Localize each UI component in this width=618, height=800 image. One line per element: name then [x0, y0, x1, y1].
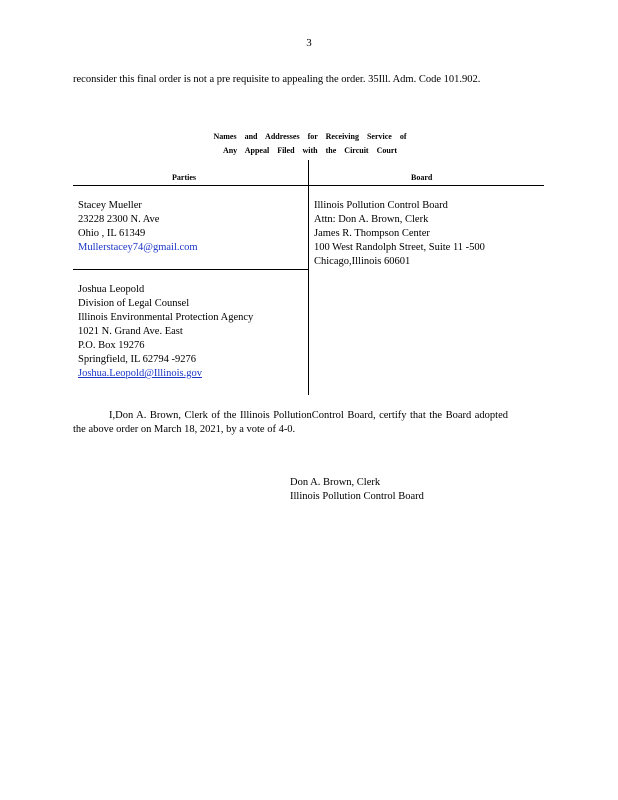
table-column-divider [308, 160, 309, 395]
signature-org: Illinois Pollution Control Board [290, 491, 424, 502]
party-joshua-leopold [78, 283, 253, 381]
table-party-separator [73, 269, 308, 270]
party2-line5: Springfield, IL 62794 -9276 [78, 354, 197, 365]
board-line4: 100 West Randolph Street, Suite 11 -500 [314, 242, 485, 253]
signature-name: Don A. Brown, Clerk [290, 477, 381, 488]
party1-email-link[interactable]: Mullerstacey74@gmail.com [78, 242, 198, 253]
party1-address2: Ohio , IL 61349 [78, 228, 146, 239]
party2-name: Joshua Leopold [78, 284, 145, 295]
board-line2: Attn: Don A. Brown, Clerk [314, 214, 429, 225]
party2-email-link[interactable]: Joshua.Leopold@Illinois.gov [78, 368, 202, 379]
signature-block [290, 476, 424, 504]
board-line3: James R. Thompson Center [314, 228, 430, 239]
service-table-title-line2: Any Appeal Filed with the Circuit Court [222, 146, 398, 155]
parties-column-header: Parties [172, 173, 196, 182]
service-table-title-line1: Names and Addresses for Receiving Service of [213, 132, 407, 141]
party2-line1: Division of Legal Counsel [78, 298, 190, 309]
certification-paragraph: I,Don A. Brown, Clerk of the Illinois PollutionControl Board, certify that the Board adopted the above order on March 18, 2021, by a vote of 4-0. [73, 410, 508, 435]
board-line1: Illinois Pollution Control Board [314, 200, 448, 211]
board-column-header: Board [411, 173, 433, 182]
intro-paragraph: reconsider this final order is not a pre requisite to appealing the order. 35Ill. Adm. Code 101.902. [73, 74, 481, 85]
party2-line3: 1021 N. Grand Ave. East [78, 326, 183, 337]
board-address [314, 199, 485, 269]
party-stacey-mueller [78, 199, 198, 255]
party2-line4: P.O. Box 19276 [78, 340, 145, 351]
party1-address1: 23228 2300 N. Ave [78, 214, 160, 225]
board-line5: Chicago,Illinois 60601 [314, 256, 411, 267]
party1-name: Stacey Mueller [78, 200, 142, 211]
service-table-title [180, 130, 440, 158]
party2-line2: Illinois Environmental Protection Agency [78, 312, 254, 323]
page-number: 3 [306, 37, 312, 49]
